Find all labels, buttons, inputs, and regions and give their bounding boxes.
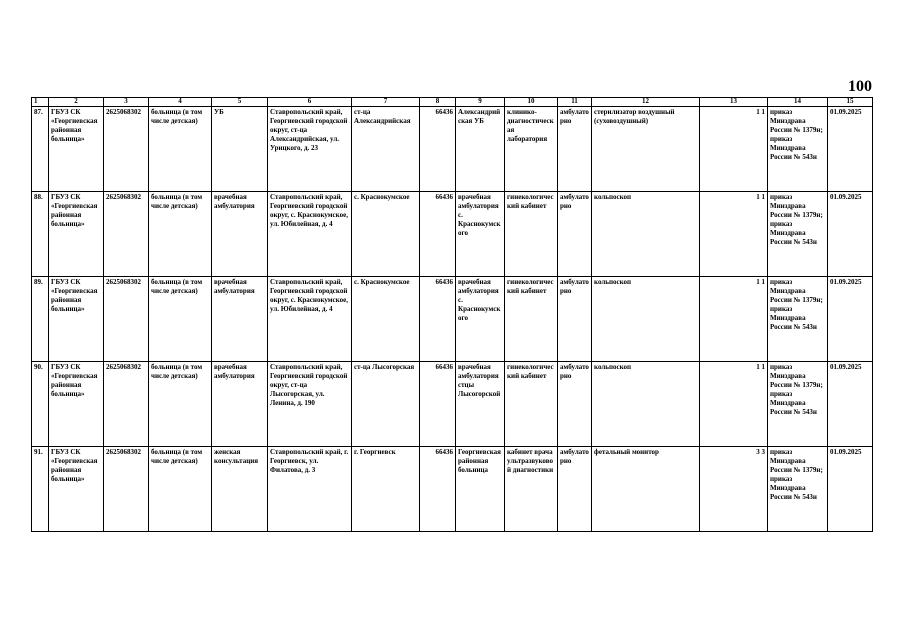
- inn: 2625068302: [104, 447, 149, 532]
- care-conditions: амбулаторно: [558, 277, 592, 362]
- quantity-a: 1: [756, 108, 760, 116]
- organization: ГБУЗ СК «Георгиевская районная больница»: [49, 192, 104, 277]
- code: 66436: [420, 447, 456, 532]
- equipment-name: фетальный монитор: [592, 447, 700, 532]
- code: 66436: [420, 192, 456, 277]
- column-number: 14: [768, 98, 828, 107]
- organization: ГБУЗ СК «Георгиевская районная больница»: [49, 447, 104, 532]
- organization: ГБУЗ СК «Георгиевская районная больница»: [49, 107, 104, 192]
- regulation: приказ Минздрава России № 1379н; приказ Минздрава России № 543н: [768, 192, 828, 277]
- date: 01.09.2025: [828, 277, 873, 362]
- row-number: 91.: [32, 447, 49, 532]
- address: Ставропольский край, Георгиевский городской округ, ст-ца Лысогорская, ул. Ленина, д. 190: [268, 362, 352, 447]
- equipment-name: кольпоскоп: [592, 277, 700, 362]
- subdivision: врачебная амбулатория с. Краснокумского: [456, 277, 505, 362]
- subdivision: врачебная амбулатория стцы Лысогорской: [456, 362, 505, 447]
- settlement: ст-ца Лысогорская: [352, 362, 420, 447]
- inn: 2625068302: [104, 192, 149, 277]
- regulation: приказ Минздрава России № 1379н; приказ Минздрава России № 543н: [768, 447, 828, 532]
- date: 01.09.2025: [828, 362, 873, 447]
- regulation: приказ Минздрава России № 1379н; приказ Минздрава России № 543н: [768, 277, 828, 362]
- organization: ГБУЗ СК «Георгиевская районная больница»: [49, 277, 104, 362]
- quantity-b: 1: [761, 278, 765, 286]
- settlement: с. Краснокумское: [352, 192, 420, 277]
- equipment-table: [31, 97, 873, 532]
- inn: 2625068302: [104, 277, 149, 362]
- department: гинекологический кабинет: [505, 362, 558, 447]
- facility-type: больница (в том числе детская): [149, 192, 212, 277]
- row-number: 89.: [32, 277, 49, 362]
- date: 01.09.2025: [828, 192, 873, 277]
- subdivision: врачебная амбулатория с. Краснокумского: [456, 192, 505, 277]
- facility-type: больница (в том числе детская): [149, 277, 212, 362]
- quantity-a: 3: [756, 448, 760, 456]
- unit-type: врачебная амбулатория: [212, 362, 268, 447]
- date: 01.09.2025: [828, 447, 873, 532]
- regulation: приказ Минздрава России № 1379н; приказ Минздрава России № 543н: [768, 107, 828, 192]
- column-number: 5: [212, 98, 268, 107]
- regulation: приказ Минздрава России № 1379н; приказ Минздрава России № 543н: [768, 362, 828, 447]
- care-conditions: амбулаторно: [558, 447, 592, 532]
- equipment-name: кольпоскоп: [592, 362, 700, 447]
- column-number: 8: [420, 98, 456, 107]
- unit-type: врачебная амбулатория: [212, 192, 268, 277]
- row-number: 87.: [32, 107, 49, 192]
- column-number: 15: [828, 98, 873, 107]
- unit-type: УБ: [212, 107, 268, 192]
- organization: ГБУЗ СК «Георгиевская районная больница»: [49, 362, 104, 447]
- column-number-row: [32, 98, 873, 107]
- quantity-cell: [700, 107, 768, 192]
- column-number: 7: [352, 98, 420, 107]
- facility-type: больница (в том числе детская): [149, 447, 212, 532]
- facility-type: больница (в том числе детская): [149, 362, 212, 447]
- column-number: 4: [149, 98, 212, 107]
- column-number: 3: [104, 98, 149, 107]
- column-number: 6: [268, 98, 352, 107]
- address: Ставропольский край, Георгиевский городской округ, ст-ца Александрийская, ул. Урицкого, д. 23: [268, 107, 352, 192]
- department: клинико-диагностическая лаборатория: [505, 107, 558, 192]
- column-number: 12: [592, 98, 700, 107]
- quantity-b: 1: [761, 108, 765, 116]
- quantity-b: 3: [761, 448, 765, 456]
- unit-type: женская консультация: [212, 447, 268, 532]
- equipment-name: кольпоскоп: [592, 192, 700, 277]
- quantity-b: 1: [761, 363, 765, 371]
- facility-type: больница (в том числе детская): [149, 107, 212, 192]
- quantity-cell: [700, 447, 768, 532]
- department: кабинет врача ультразвуковой диагностики: [505, 447, 558, 532]
- column-number: 1: [32, 98, 49, 107]
- table-row: [32, 447, 873, 532]
- inn: 2625068302: [104, 107, 149, 192]
- column-number: 11: [558, 98, 592, 107]
- quantity-a: 1: [756, 193, 760, 201]
- code: 66436: [420, 277, 456, 362]
- inn: 2625068302: [104, 362, 149, 447]
- code: 66436: [420, 107, 456, 192]
- subdivision: Георгиевская районная больница: [456, 447, 505, 532]
- quantity-cell: [700, 277, 768, 362]
- quantity-a: 1: [756, 363, 760, 371]
- quantity-cell: [700, 192, 768, 277]
- row-number: 90.: [32, 362, 49, 447]
- date: 01.09.2025: [828, 107, 873, 192]
- department: гинекологический кабинет: [505, 277, 558, 362]
- address: Ставропольский край, Георгиевский городской округ, с. Краснокумское, ул. Юбилейная, д. 4: [268, 277, 352, 362]
- column-number: 13: [700, 98, 768, 107]
- care-conditions: амбулаторно: [558, 192, 592, 277]
- column-number: 2: [49, 98, 104, 107]
- settlement: ст-ца Александрийская: [352, 107, 420, 192]
- department: гинекологический кабинет: [505, 192, 558, 277]
- column-number: 9: [456, 98, 505, 107]
- settlement: с. Краснокумское: [352, 277, 420, 362]
- quantity-cell: [700, 362, 768, 447]
- unit-type: врачебная амбулатория: [212, 277, 268, 362]
- row-number: 88.: [32, 192, 49, 277]
- column-number: 10: [505, 98, 558, 107]
- care-conditions: амбулаторно: [558, 107, 592, 192]
- code: 66436: [420, 362, 456, 447]
- address: Ставропольский край, г. Георгиевск, ул. Филатова, д. 3: [268, 447, 352, 532]
- subdivision: Александрийская УБ: [456, 107, 505, 192]
- care-conditions: амбулаторно: [558, 362, 592, 447]
- table-row: [32, 192, 873, 277]
- equipment-name: стерилизатор воздушный (суховоздушный): [592, 107, 700, 192]
- table-row: [32, 362, 873, 447]
- settlement: г. Георгиевск: [352, 447, 420, 532]
- quantity-a: 1: [756, 278, 760, 286]
- address: Ставропольский край, Георгиевский городской округ, с. Краснокумское, ул. Юбилейная, д. 4: [268, 192, 352, 277]
- page-number: 100: [848, 78, 872, 95]
- quantity-b: 1: [761, 193, 765, 201]
- table-row: [32, 277, 873, 362]
- table-row: [32, 107, 873, 192]
